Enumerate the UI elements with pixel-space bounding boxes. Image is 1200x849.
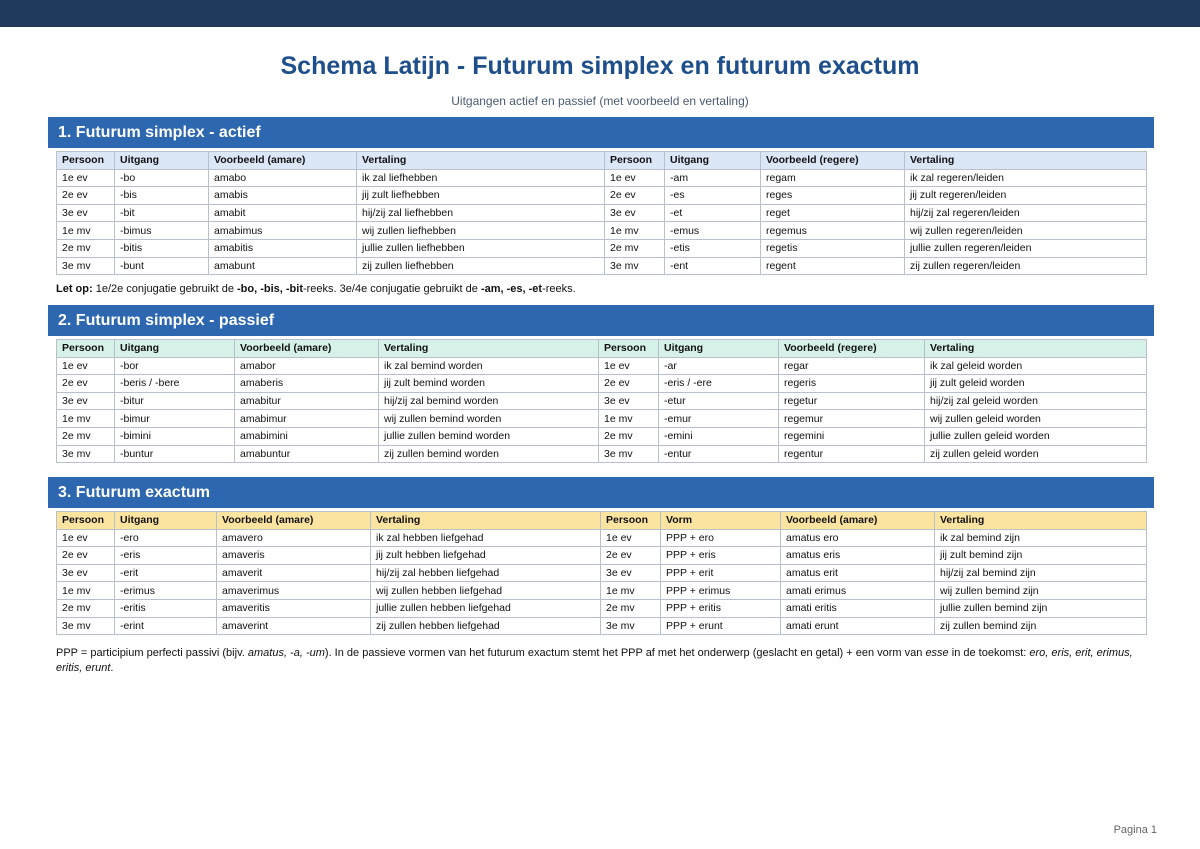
table-cell: 2e ev xyxy=(57,375,115,393)
note-conjugatie xyxy=(56,282,1148,297)
table-cell: 3e ev xyxy=(599,392,659,410)
note-text: -reeks. xyxy=(542,283,576,295)
table-cell: -bunt xyxy=(115,257,209,275)
column-header: Voorbeeld (regere) xyxy=(761,152,905,170)
table-cell: jij zult regeren/leiden xyxy=(905,187,1147,205)
table-cell: 3e ev xyxy=(605,204,665,222)
table-futurum-simplex-actief xyxy=(56,151,1147,275)
table-cell: ik zal geleid worden xyxy=(925,357,1147,375)
table-row xyxy=(57,169,1147,187)
table-cell: wij zullen hebben liefgehad xyxy=(371,582,601,600)
column-header: Uitgang xyxy=(115,512,217,530)
table-cell: 3e ev xyxy=(57,564,115,582)
table-cell: 1e mv xyxy=(57,582,115,600)
table-cell: 2e mv xyxy=(601,599,661,617)
table-cell: amabimini xyxy=(235,427,379,445)
table-cell: jullie zullen liefhebben xyxy=(357,239,605,257)
table-row xyxy=(57,617,1147,635)
table-cell: jullie zullen geleid worden xyxy=(925,427,1147,445)
table-row xyxy=(57,375,1147,393)
table-cell: 3e mv xyxy=(601,617,661,635)
table-cell: amabitis xyxy=(209,239,357,257)
table-cell: -eris / -ere xyxy=(659,375,779,393)
table-cell: jullie zullen bemind worden xyxy=(379,427,599,445)
table-cell: 1e ev xyxy=(601,529,661,547)
table-cell: regemur xyxy=(779,410,925,428)
section-heading-futurum-simplex-actief: 1. Futurum simplex - actief xyxy=(48,117,1154,148)
table-cell: hij/zij zal regeren/leiden xyxy=(905,204,1147,222)
table-cell: PPP + eris xyxy=(661,547,781,565)
table-cell: amati erimus xyxy=(781,582,935,600)
table-cell: amati eritis xyxy=(781,599,935,617)
column-header: Voorbeeld (amare) xyxy=(217,512,371,530)
table-cell: amatus eris xyxy=(781,547,935,565)
table-cell: reget xyxy=(761,204,905,222)
table-row xyxy=(57,187,1147,205)
column-header: Vertaling xyxy=(925,340,1147,358)
table-cell: amabor xyxy=(235,357,379,375)
table-cell: amaveritis xyxy=(217,599,371,617)
table-cell: jij zult geleid worden xyxy=(925,375,1147,393)
table-cell: ik zal liefhebben xyxy=(357,169,605,187)
table-cell: regar xyxy=(779,357,925,375)
table-cell: 1e mv xyxy=(599,410,659,428)
table-cell: ik zal bemind worden xyxy=(379,357,599,375)
table-cell: zij zullen geleid worden xyxy=(925,445,1147,463)
column-header: Uitgang xyxy=(115,152,209,170)
table-cell: 3e mv xyxy=(599,445,659,463)
table-cell: wij zullen geleid worden xyxy=(925,410,1147,428)
table-cell: 2e mv xyxy=(57,599,115,617)
table-cell: regemus xyxy=(761,222,905,240)
table-cell: -ero xyxy=(115,529,217,547)
column-header: Persoon xyxy=(57,340,115,358)
table-cell: 2e ev xyxy=(57,187,115,205)
table-header-row xyxy=(57,512,1147,530)
table-cell: 1e mv xyxy=(57,410,115,428)
table-row xyxy=(57,204,1147,222)
table-cell: 3e ev xyxy=(57,204,115,222)
table-cell: -etur xyxy=(659,392,779,410)
page-subtitle: Uitgangen actief en passief (met voorbeeld en vertaling) xyxy=(451,94,749,108)
table-header-row xyxy=(57,152,1147,170)
table-cell: amaveris xyxy=(217,547,371,565)
table-cell: jij zult bemind worden xyxy=(379,375,599,393)
table-cell: hij/zij zal liefhebben xyxy=(357,204,605,222)
column-header: Persoon xyxy=(601,512,661,530)
column-header: Vertaling xyxy=(935,512,1147,530)
table-cell: 2e ev xyxy=(601,547,661,565)
table-cell: amabis xyxy=(209,187,357,205)
table-cell: amabuntur xyxy=(235,445,379,463)
table-cell: 2e ev xyxy=(57,547,115,565)
column-header: Uitgang xyxy=(665,152,761,170)
table-row xyxy=(57,564,1147,582)
table-cell: hij/zij zal bemind zijn xyxy=(935,564,1147,582)
table-cell: -eris xyxy=(115,547,217,565)
column-header: Voorbeeld (amare) xyxy=(235,340,379,358)
table-row xyxy=(57,392,1147,410)
table-cell: -etis xyxy=(665,239,761,257)
section-heading-futurum-exactum: 3. Futurum exactum xyxy=(48,477,1154,508)
column-header: Uitgang xyxy=(115,340,235,358)
table-cell: 2e mv xyxy=(57,427,115,445)
table-cell: reges xyxy=(761,187,905,205)
table-cell: PPP + erunt xyxy=(661,617,781,635)
table-cell: -buntur xyxy=(115,445,235,463)
page-number: Pagina 1 xyxy=(1113,824,1157,836)
table-cell: -erint xyxy=(115,617,217,635)
table-header-row xyxy=(57,340,1147,358)
column-header: Vertaling xyxy=(905,152,1147,170)
table-cell: 2e mv xyxy=(57,239,115,257)
note-bold: -bo, -bis, -bit xyxy=(237,283,303,295)
table-cell: hij/zij zal hebben liefgehad xyxy=(371,564,601,582)
column-header: Voorbeeld (amare) xyxy=(781,512,935,530)
table-row xyxy=(57,357,1147,375)
table-cell: -ar xyxy=(659,357,779,375)
note-text: ). In de passieve vormen van het futurum exactum stemt het PPP af met het onderwerp (geslacht en getal) + een vorm van xyxy=(324,647,926,659)
table-cell: 2e ev xyxy=(599,375,659,393)
table-futurum-simplex-passief xyxy=(56,339,1147,463)
column-header: Persoon xyxy=(605,152,665,170)
table-cell: regetur xyxy=(779,392,925,410)
column-header: Uitgang xyxy=(659,340,779,358)
table-cell: -bitis xyxy=(115,239,209,257)
table-cell: amaverimus xyxy=(217,582,371,600)
table-cell: jij zult liefhebben xyxy=(357,187,605,205)
table-cell: 1e ev xyxy=(57,357,115,375)
table-cell: 3e mv xyxy=(57,257,115,275)
table-cell: -erimus xyxy=(115,582,217,600)
table-cell: PPP + eritis xyxy=(661,599,781,617)
table-cell: amaverit xyxy=(217,564,371,582)
table-cell: -am xyxy=(665,169,761,187)
table-cell: 1e ev xyxy=(605,169,665,187)
top-bar xyxy=(0,0,1200,27)
table-cell: -beris / -bere xyxy=(115,375,235,393)
table-futurum-exactum xyxy=(56,511,1147,635)
table-cell: regetis xyxy=(761,239,905,257)
table-cell: PPP + erimus xyxy=(661,582,781,600)
table-row xyxy=(57,257,1147,275)
column-header: Persoon xyxy=(57,152,115,170)
table-cell: -emini xyxy=(659,427,779,445)
table-cell: PPP + erit xyxy=(661,564,781,582)
table-cell: PPP + ero xyxy=(661,529,781,547)
table-cell: -eritis xyxy=(115,599,217,617)
table-cell: -entur xyxy=(659,445,779,463)
note-italic: esse xyxy=(925,647,949,659)
table-row xyxy=(57,445,1147,463)
table-row xyxy=(57,410,1147,428)
column-header: Persoon xyxy=(599,340,659,358)
table-row xyxy=(57,547,1147,565)
section-heading-futurum-simplex-passief: 2. Futurum simplex - passief xyxy=(48,305,1154,336)
table-cell: -bimur xyxy=(115,410,235,428)
page-title: Schema Latijn - Futurum simplex en futurum exactum xyxy=(280,52,920,80)
note-text: -reeks. 3e/4e conjugatie gebruikt de xyxy=(302,283,481,295)
table-cell: 1e mv xyxy=(601,582,661,600)
note-ppp xyxy=(56,646,1148,676)
table-cell: amabimus xyxy=(209,222,357,240)
table-cell: -et xyxy=(665,204,761,222)
table-cell: regentur xyxy=(779,445,925,463)
table-cell: 3e ev xyxy=(57,392,115,410)
table-cell: amabimur xyxy=(235,410,379,428)
table-cell: 2e mv xyxy=(599,427,659,445)
table-cell: -bit xyxy=(115,204,209,222)
table-cell: amatus ero xyxy=(781,529,935,547)
table-cell: 3e ev xyxy=(601,564,661,582)
table-cell: 3e mv xyxy=(57,445,115,463)
table-cell: regent xyxy=(761,257,905,275)
table-cell: ik zal regeren/leiden xyxy=(905,169,1147,187)
table-cell: amaverint xyxy=(217,617,371,635)
table-cell: amabit xyxy=(209,204,357,222)
table-cell: regam xyxy=(761,169,905,187)
table-cell: 2e ev xyxy=(605,187,665,205)
table-cell: jullie zullen bemind zijn xyxy=(935,599,1147,617)
table-cell: wij zullen regeren/leiden xyxy=(905,222,1147,240)
note-lead: Let op: xyxy=(56,283,93,295)
note-text: . xyxy=(110,662,114,674)
note-text: in de toekomst: xyxy=(948,647,1030,659)
table-row xyxy=(57,599,1147,617)
table-cell: amabunt xyxy=(209,257,357,275)
column-header: Persoon xyxy=(57,512,115,530)
table-cell: jij zult hebben liefgehad xyxy=(371,547,601,565)
table-cell: -es xyxy=(665,187,761,205)
table-cell: -emur xyxy=(659,410,779,428)
note-italic: amatus, -a, -um xyxy=(247,647,325,659)
table-cell: amaberis xyxy=(235,375,379,393)
table-row xyxy=(57,239,1147,257)
table-cell: -bor xyxy=(115,357,235,375)
column-header: Vertaling xyxy=(371,512,601,530)
column-header: Voorbeeld (amare) xyxy=(209,152,357,170)
table-cell: ik zal hebben liefgehad xyxy=(371,529,601,547)
table-cell: -bimus xyxy=(115,222,209,240)
table-cell: zij zullen hebben liefgehad xyxy=(371,617,601,635)
table-cell: zij zullen bemind worden xyxy=(379,445,599,463)
column-header: Vorm xyxy=(661,512,781,530)
table-cell: 2e mv xyxy=(605,239,665,257)
note-text: 1e/2e conjugatie gebruikt de xyxy=(92,283,237,295)
column-header: Vertaling xyxy=(379,340,599,358)
table-cell: ik zal bemind zijn xyxy=(935,529,1147,547)
table-cell: 1e mv xyxy=(57,222,115,240)
table-cell: hij/zij zal bemind worden xyxy=(379,392,599,410)
table-row xyxy=(57,222,1147,240)
table-cell: regemini xyxy=(779,427,925,445)
table-cell: zij zullen bemind zijn xyxy=(935,617,1147,635)
table-cell: -bimini xyxy=(115,427,235,445)
table-cell: regeris xyxy=(779,375,925,393)
table-cell: amabitur xyxy=(235,392,379,410)
table-cell: 3e mv xyxy=(57,617,115,635)
table-cell: amavero xyxy=(217,529,371,547)
table-cell: -bitur xyxy=(115,392,235,410)
table-cell: jij zult bemind zijn xyxy=(935,547,1147,565)
table-cell: amabo xyxy=(209,169,357,187)
note-bold: -am, -es, -et xyxy=(480,283,543,295)
table-row xyxy=(57,529,1147,547)
table-row xyxy=(57,427,1147,445)
table-cell: zij zullen liefhebben xyxy=(357,257,605,275)
table-cell: jullie zullen hebben liefgehad xyxy=(371,599,601,617)
table-cell: hij/zij zal geleid worden xyxy=(925,392,1147,410)
table-cell: -emus xyxy=(665,222,761,240)
table-cell: amatus erit xyxy=(781,564,935,582)
table-row xyxy=(57,582,1147,600)
table-cell: -ent xyxy=(665,257,761,275)
table-cell: 1e ev xyxy=(599,357,659,375)
table-cell: -erit xyxy=(115,564,217,582)
note-italic: ero, eris, erit, erimus, eritis, erunt xyxy=(56,647,1133,674)
table-cell: 1e mv xyxy=(605,222,665,240)
table-cell: 1e ev xyxy=(57,169,115,187)
table-cell: -bis xyxy=(115,187,209,205)
table-cell: wij zullen bemind zijn xyxy=(935,582,1147,600)
column-header: Vertaling xyxy=(357,152,605,170)
table-cell: wij zullen liefhebben xyxy=(357,222,605,240)
table-cell: 1e ev xyxy=(57,529,115,547)
table-cell: -bo xyxy=(115,169,209,187)
table-cell: wij zullen bemind worden xyxy=(379,410,599,428)
note-text: PPP = participium perfecti passivi (bijv. xyxy=(56,647,248,659)
table-cell: amati erunt xyxy=(781,617,935,635)
table-cell: jullie zullen regeren/leiden xyxy=(905,239,1147,257)
table-cell: zij zullen regeren/leiden xyxy=(905,257,1147,275)
table-cell: 3e mv xyxy=(605,257,665,275)
column-header: Voorbeeld (regere) xyxy=(779,340,925,358)
